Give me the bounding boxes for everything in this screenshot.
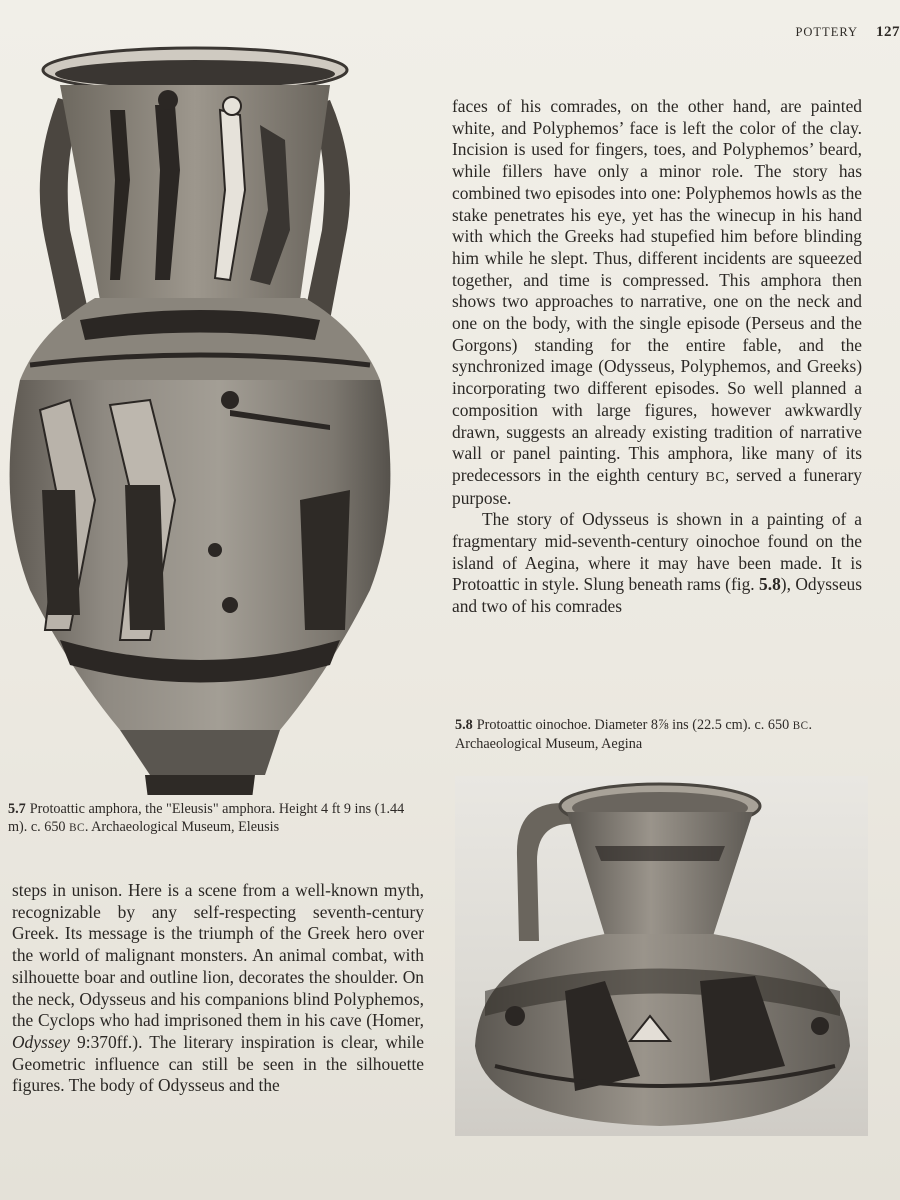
right-paragraph-2: The story of Odysseus is shown in a painting of a fragmentary mid-seventh-century oinochoe found on the island of Aegina, where it may have been made. It is Protoattic in style. Slung beneath rams (fig. 5.8), Odysseus and two of his comrades: [452, 509, 862, 617]
figure-5-8-caption-text: Protoattic oinochoe. Diameter 8⅞ ins (22.5 cm). c. 650 BC. Archaeological Museum, Aegina: [455, 717, 813, 752]
small-caps-text: BC: [792, 720, 809, 732]
figure-5-7-caption-text: Protoattic amphora, the "Eleusis" amphora. Height 4 ft 9 ins (1.44 m). c. 650 BC. Archaeological Museum, Eleusis: [8, 801, 405, 835]
figure-reference: 5.8: [759, 574, 781, 595]
left-paragraph-1: steps in unison. Here is a scene from a well-known myth, recognizable by any self-respecting seventh-century Greek. Its message is the triumph of the Greek hero over the world of malignant monsters. An animal combat, with silhouette boar and outline lion, decorates the shoulder. On the neck, Odysseus and his companions blind Polyphemos, the Cyclops who had imprisoned them in his cave (Homer, Odyssey 9:370ff.). The literary inspiration is clear, while Geometric influence can still be seen in the silhouette figures. The body of Odysseus and the: [12, 880, 424, 1096]
right-paragraph-1: faces of his comrades, on the other hand, are painted white, and Polyphemos’ face is left the color of the clay. Incision is used for fingers, toes, and Polyphemos’ beard, while fillers have only a minor role. The story has combined two episodes into one: Polyphemos howls as the stake penetrates his eye, yet has the winecup in his hand with which the Greeks had stupefied him before blinding him while he slept. Thus, different incidents are squeezed together, and time is compressed. This amphora then shows two approaches to narrative, one on the neck and one on the body, with the single episode (Perseus and the Gorgons) standing for the entire fable, and the synchronized image (Odysseus, Polyphemos, and Greeks) incorporating two different episodes. So well planned a composition with large figures, however awkwardly drawn, suggests an already existing tradition of narrative wall or panel painting. This amphora, like many of its predecessors in the eighth century BC, served a funerary purpose.: [452, 96, 862, 508]
right-column-text: [452, 96, 862, 618]
section-title: POTTERY: [795, 25, 858, 39]
running-header: [795, 24, 900, 44]
figure-5-7-caption: [8, 800, 418, 837]
page-number: 127: [876, 24, 900, 40]
amphora-photo: [0, 30, 400, 795]
figure-5-8-caption: [455, 716, 875, 753]
figure-5-8-number: 5.8: [455, 717, 473, 733]
small-caps-text: BC: [69, 822, 85, 834]
small-caps-text: BC: [705, 468, 725, 484]
italic-title: Odyssey: [12, 1031, 70, 1052]
oinochoe-photo: [455, 776, 868, 1136]
figure-5-7-number: 5.7: [8, 801, 26, 817]
left-column-text: [12, 880, 424, 1097]
